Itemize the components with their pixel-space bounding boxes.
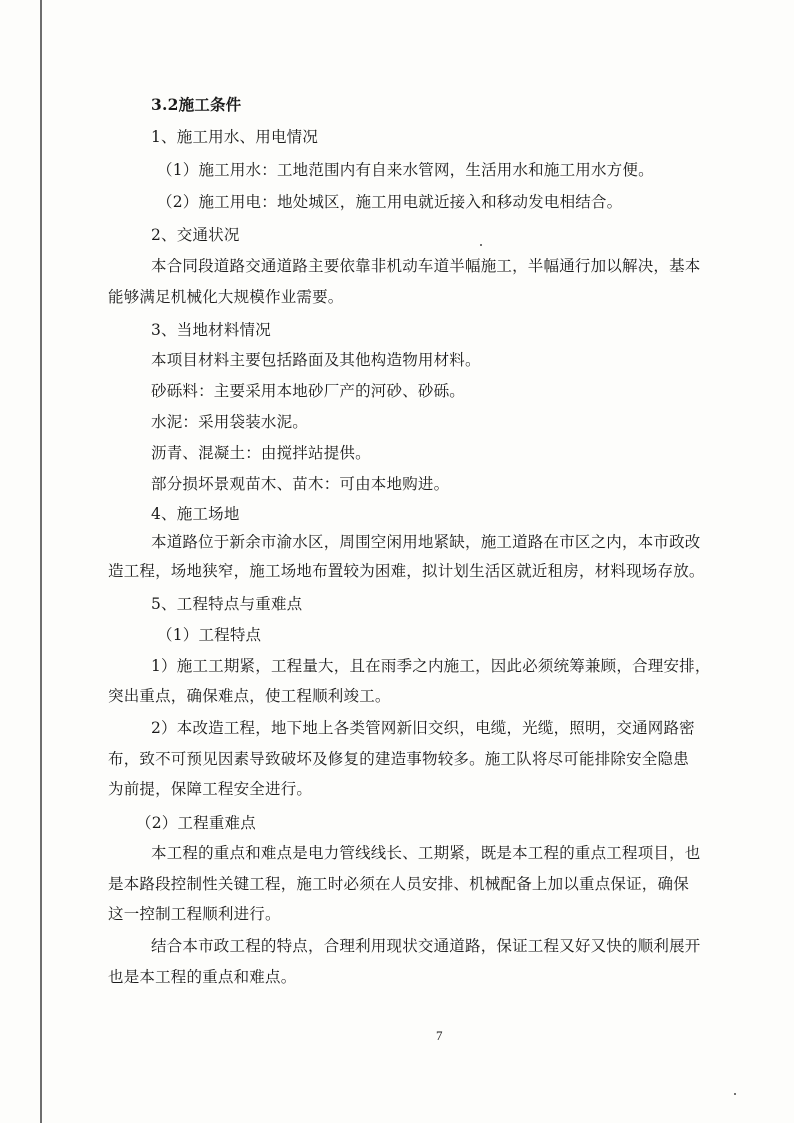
- paragraph-power: （2）施工用电：地处城区，施工用电就近接入和移动发电相结合。: [157, 193, 623, 211]
- paragraph-difficulties-line-1: 本工程的重点和难点是电力管线线长、工期紧，既是本工程的重点工程项目，也: [151, 844, 701, 862]
- paragraph-feature-2-line-2: 布，致不可预见因素导致破坏及修复的建造事物较多。施工队将尽可能排除安全隐患: [108, 750, 689, 768]
- section-title: 施工条件: [178, 95, 242, 114]
- paragraph-difficulties-line-3: 这一控制工程顺利进行。: [108, 905, 281, 923]
- section-heading: [151, 95, 241, 115]
- paragraph-feature-2-line-1: 2）本改造工程，地下地上各类管网新旧交织，电缆，光缆，照明，交通网路密: [151, 719, 695, 737]
- paragraph-water: （1）施工用水：工地范围内有自来水管网，生活用水和施工用水方便。: [157, 161, 654, 179]
- subheading-features: 5、工程特点与重难点: [151, 595, 303, 613]
- paragraph-asphalt: 沥青、混凝土：由搅拌站提供。: [151, 444, 371, 462]
- section-number: 3.2: [151, 95, 179, 114]
- paragraph-cement: 水泥：采用袋装水泥。: [151, 413, 309, 431]
- paragraph-conclusion-line-1: 结合本市政工程的特点，合理利用现状交通道路，保证工程又好又快的顺利展开: [151, 937, 701, 955]
- subheading-site: 4、施工场地: [151, 505, 240, 523]
- subheading-water-power: 1、施工用水、用电情况: [151, 128, 319, 146]
- paragraph-difficulties-line-2: 是本路段控制性关键工程，施工时必须在人员安排、机械配备上加以重点保证，确保: [108, 875, 689, 893]
- paragraph-gravel: 砂砾料：主要采用本地砂厂产的河砂、砂砾。: [151, 382, 466, 400]
- paragraph-seedlings: 部分损坏景观苗木、苗木：可由本地购进。: [151, 475, 450, 493]
- subheading-materials: 3、当地材料情况: [151, 321, 271, 339]
- scan-speck: [480, 244, 482, 246]
- subheading-difficulties: （2）工程重难点: [136, 814, 256, 832]
- subheading-traffic: 2、交通状况: [151, 226, 240, 244]
- paragraph-materials: 本项目材料主要包括路面及其他构造物用材料。: [151, 351, 481, 369]
- page-number: 7: [436, 1028, 443, 1043]
- paragraph-traffic-line-2: 能够满足机械化大规模作业需要。: [108, 288, 344, 306]
- subheading-features-1: （1）工程特点: [157, 626, 262, 644]
- paragraph-feature-1-line-1: 1）施工工期紧，工程量大，且在雨季之内施工，因此必须统筹兼顾，合理安排，: [151, 657, 711, 675]
- paragraph-conclusion-line-2: 也是本工程的重点和难点。: [108, 968, 297, 986]
- paragraph-feature-1-line-2: 突出重点，确保难点，使工程顺利竣工。: [108, 687, 391, 705]
- paragraph-traffic-line-1: 本合同段道路交通道路主要依靠非机动车道半幅施工，半幅通行加以解决，基本: [151, 257, 701, 275]
- scan-edge: [40, 0, 42, 1123]
- paragraph-site-line-2: 造工程，场地狭窄，施工场地布置较为困难，拟计划生活区就近租房，材料现场存放。: [108, 562, 705, 580]
- paragraph-feature-2-line-3: 为前提，保障工程安全进行。: [108, 780, 313, 798]
- paragraph-site-line-1: 本道路位于新余市渝水区，周围空闲用地紧缺，施工道路在市区之内，本市政改: [151, 533, 701, 551]
- scan-speck: [734, 1093, 736, 1095]
